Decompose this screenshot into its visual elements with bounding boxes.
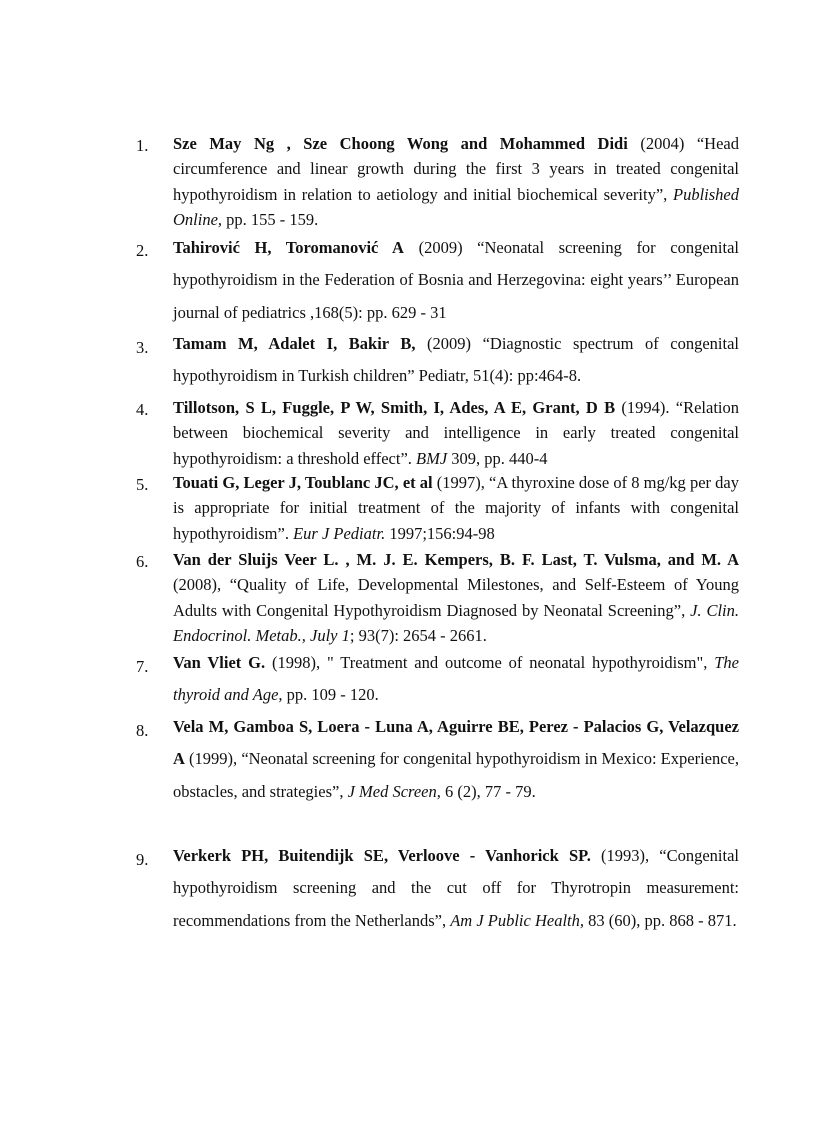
reference-pages: 309, pp. 440-4 xyxy=(447,448,548,468)
reference-pages: 83 (60), pp. 868 - 871. xyxy=(584,910,737,930)
reference-pages: 1997;156:94-98 xyxy=(385,523,495,543)
reference-authors: Tillotson, S L, Fuggle, P W, Smith, I, Ades, A E, Grant, D B xyxy=(173,398,616,417)
reference-number: 7. xyxy=(136,657,149,676)
reference-text xyxy=(173,840,739,937)
reference-authors: Tamam M, Adalet I, Bakir B, xyxy=(173,334,416,353)
reference-pages: pp. 155 - 159. xyxy=(222,209,319,229)
reference-text xyxy=(173,470,739,546)
reference-journal: J. Clin. Endocrinol. Metab., July 1 xyxy=(173,600,739,645)
reference-text xyxy=(173,395,739,471)
reference-journal: The thyroid and Age, xyxy=(173,653,739,705)
reference-details: (1998), " Treatment and outcome of neonatal hypothyroidism", xyxy=(265,653,715,672)
reference-authors: Van Vliet G. xyxy=(173,653,266,672)
reference-authors: Van der Sluijs Veer L. , M. J. E. Kempers, B. F. Last, T. Vulsma, and M. A xyxy=(173,550,739,569)
reference-number: 5. xyxy=(136,475,149,494)
reference-details: (2004) “Head circumference and linear growth during the first 3 years in treated congenital hypothyroidism in relation to aetiology and initial biochemical severity”, xyxy=(173,134,739,204)
reference-details: (2009) “Neonatal screening for congenital hypothyroidism in the Federation of Bosnia and Herzegovina: eight years’’ European journal of pediatrics ,168(5): pp. 629 - 31 xyxy=(173,238,739,322)
reference-journal: Eur J Pediatr. xyxy=(293,523,386,543)
reference-text xyxy=(173,328,739,393)
reference-details: (1999), “Neonatal screening for congenital hypothyroidism in Mexico: Experience, obstacles, and strategies”, xyxy=(173,749,739,801)
reference-pages: 6 (2), 77 - 79. xyxy=(440,781,536,801)
reference-journal: BMJ xyxy=(416,448,448,468)
reference-number: 2. xyxy=(136,241,149,260)
reference-journal: Am J Public Health, xyxy=(450,910,584,930)
reference-details: (2008), “Quality of Life, Developmental Milestones, and Self-Esteem of Young Adults with Congenital Hypothyroidism Diagnosed by Neonatal Screening”, xyxy=(173,575,739,620)
reference-number: 1. xyxy=(136,136,149,155)
reference-authors: Tahirović H, Toromanović A xyxy=(173,238,404,257)
reference-number: 6. xyxy=(136,552,149,571)
reference-authors: Vela M, Gamboa S, Loera - Luna A, Aguirre BE, Perez - Palacios G, Velazquez A xyxy=(173,717,739,769)
reference-details: (1994). “Relation between biochemical severity and intelligence in early treated congenital hypothyroidism: a threshold effect”. xyxy=(173,398,739,468)
reference-text xyxy=(173,131,739,232)
reference-authors: Sze May Ng , Sze Choong Wong and Mohammed Didi xyxy=(173,134,628,153)
reference-authors: Touati G, Leger J, Toublanc JC, et al xyxy=(173,473,433,492)
reference-number: 4. xyxy=(136,400,149,419)
reference-pages: ; 93(7): 2654 - 2661. xyxy=(349,625,487,645)
reference-pages: pp. 109 - 120. xyxy=(282,685,379,705)
reference-text xyxy=(173,232,739,329)
reference-journal: Published Online, xyxy=(173,184,739,229)
reference-details: (1993), “Congenital hypothyroidism screening and the cut off for Thyrotropin measurement: recommendations from the Netherlands”, xyxy=(173,846,740,930)
reference-details: (1997), “A thyroxine dose of 8 mg/kg per day is appropriate for initial treatment of the majority of infants with congenital hypothyroidism”. xyxy=(173,473,739,543)
reference-number: 9. xyxy=(136,850,149,869)
reference-authors: Verkerk PH, Buitendijk SE, Verloove - Vanhorick SP. xyxy=(173,846,591,865)
reference-number: 3. xyxy=(136,338,149,357)
reference-number: 8. xyxy=(136,721,149,740)
reference-journal: J Med Screen, xyxy=(347,781,441,801)
reference-details: (2009) “Diagnostic spectrum of congenital hypothyroidism in Turkish children” Pediatr, 51(4): pp:464-8. xyxy=(173,334,740,386)
reference-text xyxy=(173,647,739,712)
reference-text xyxy=(173,711,739,808)
reference-text xyxy=(173,547,739,648)
